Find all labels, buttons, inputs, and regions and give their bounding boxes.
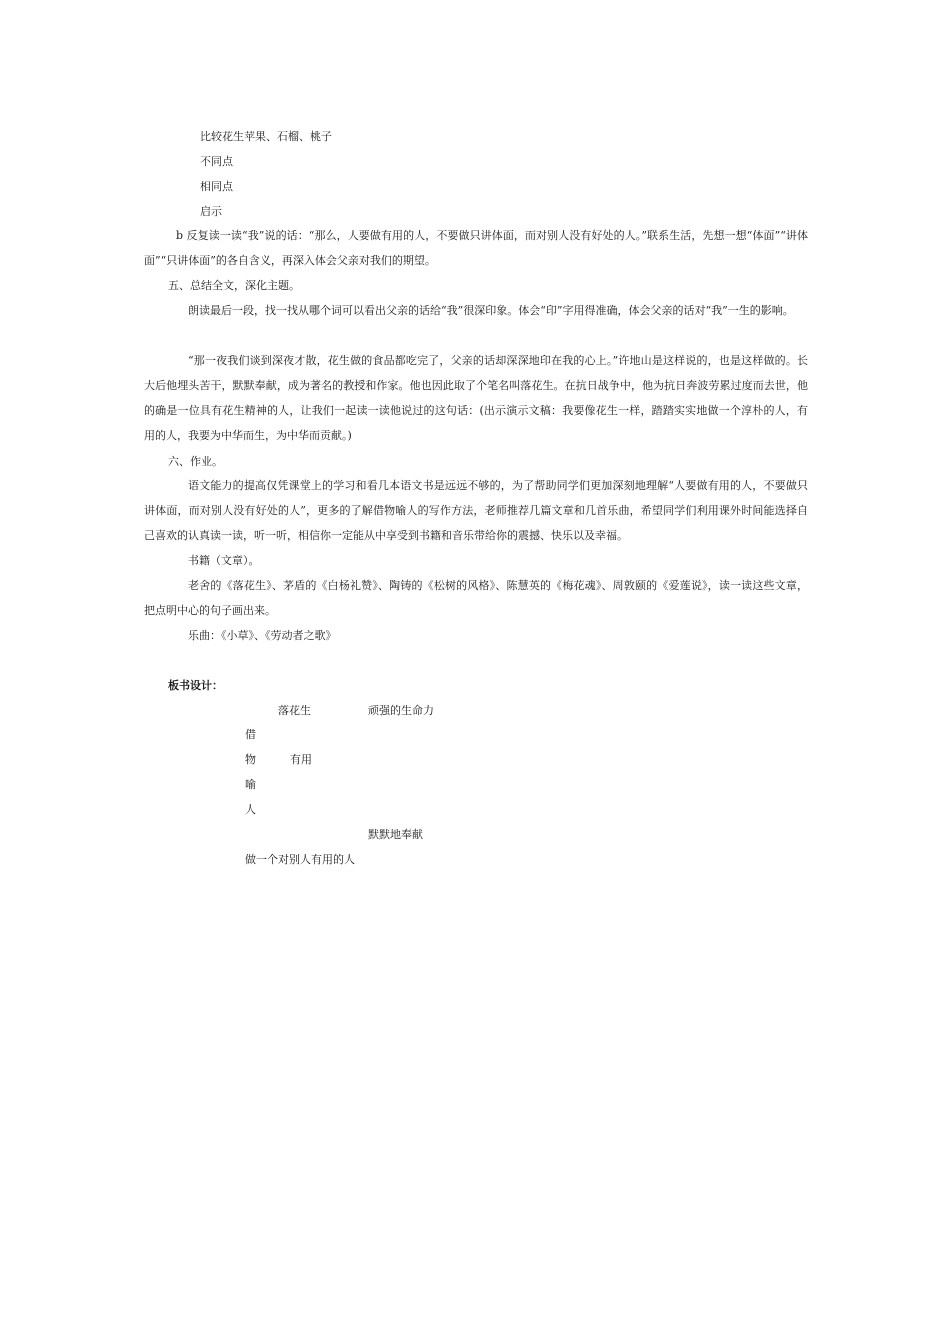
- paragraph-6a: 语文能力的提高仅凭课堂上的学习和看几本语文书是远远不够的，为了帮助同学们更加深刻地理解“人要做有用的人，不要做只讲体面，而对别人没有好处的人”，更多的了解借物喻人的写作方法，老师推荐几篇文章和几首乐曲，希望同学们利用课外时间能选择自己喜欢的认真读一读，听一听，相信你一定能从中享受到书籍和音乐带给你的震撼、快乐以及幸福。: [144, 479, 808, 542]
- board-momo: 默默地奉献: [368, 828, 423, 841]
- board-luohuasheng: 落花生: [278, 704, 311, 717]
- board-youyong: 有用: [290, 753, 312, 766]
- paragraph-books: 老舍的《落花生》、茅盾的《白杨礼赞》、陶铸的《松树的风格》、陈慧英的《梅花魂》、周敦颐的《爱莲说》，读一读这些文章，把点明中心的句子画出来。: [144, 579, 808, 617]
- board-vertical-char: 借: [245, 728, 256, 741]
- compare-item-different: 不同点: [200, 155, 233, 168]
- board-vertical-char: 人: [245, 803, 256, 816]
- paragraph-b: b 反复读一读“我”说的话：“那么，人要做有用的人，不要做只讲体面，而对别人没有好处的人。”联系生活，先想一想“体面”“讲体面”“只讲体面”的各自含义，再深入体会父亲对我们的期望。: [144, 229, 808, 267]
- section-5-heading: 五、总结全文，深化主题。: [168, 279, 300, 292]
- books-label: 书籍（文章）。: [188, 554, 260, 567]
- board-vertical-char: 物: [245, 753, 256, 766]
- board-vertical-char: 喻: [245, 778, 256, 791]
- compare-item-same: 相同点: [200, 180, 233, 193]
- board-title: 板书设计：: [168, 679, 223, 692]
- board-zuo: 做一个对别人有用的人: [245, 853, 355, 866]
- section-6-heading: 六、作业。: [168, 455, 223, 468]
- compare-item-insight: 启示: [200, 205, 222, 218]
- paragraph-5b: “那一夜我们谈到深夜才散，花生做的食品都吃完了，父亲的话却深深地印在我的心上。”许地山是这样说的，也是这样做的。长大后他埋头苦干，默默奉献，成为著名的教授和作家。他也因此取了个笔名叫落花生。在抗日战争中，他为抗日奔波劳累过度而去世，他的确是一位具有花生精神的人，让我们一起读一读他说过的这句话：(出示演示文稿：我要像花生一样，踏踏实实地做一个淳朴的人，有用的人，我要为中华而生，为中华而贡献。): [144, 354, 808, 442]
- board-wanqiang: 顽强的生命力: [368, 704, 434, 717]
- music-line: 乐曲：《小草》、《劳动者之歌》: [188, 629, 337, 642]
- paragraph-5a: 朗读最后一段，找一找从哪个词可以看出父亲的话给“我”很深印象。体会“印”字用得准确，体会父亲的话对“我”一生的影响。: [188, 304, 794, 317]
- compare-title: 比较花生苹果、石榴、桃子: [200, 130, 332, 143]
